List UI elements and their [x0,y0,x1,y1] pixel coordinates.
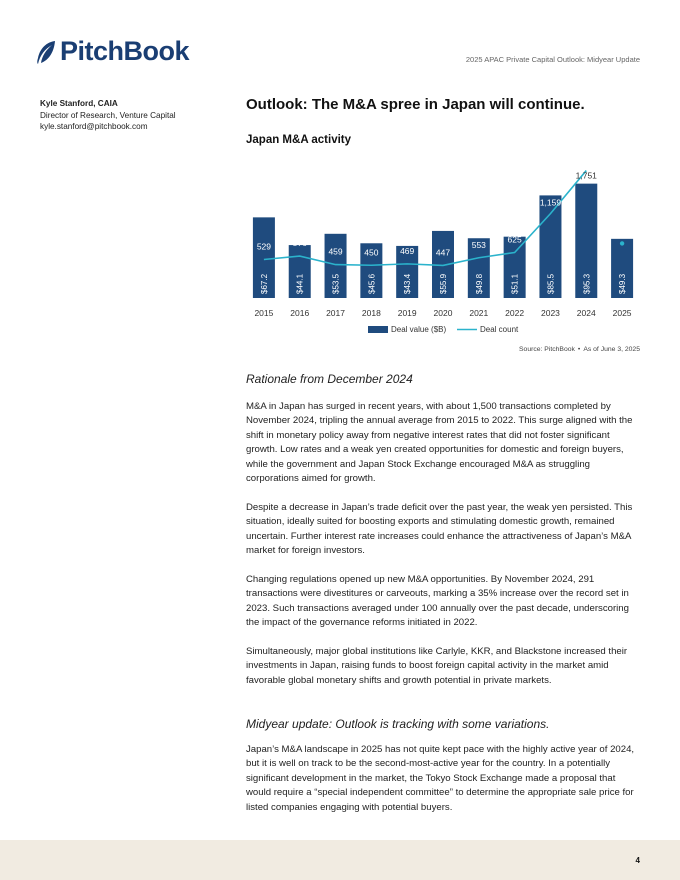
count-label-2015: 529 [256,241,272,252]
pitchbook-logo [35,36,189,67]
bar-value-label-2024: $95.3 [582,273,592,294]
author-title: Director of Research, Venture Capital [40,110,176,120]
bar-value-label-2017: $53.5 [331,273,341,294]
legend-swatch-deal-value [368,326,388,333]
paragraph-4: Simultaneously, major global institutions like Carlyle, KKR, and Blackstone increased their investments in Japan, raising funds to boost foreign capital activity in the market amid favorable global monetary shifts and growth potential in private markets. [246,646,628,686]
x-tick-2024: 2024 [576,308,596,318]
count-label-2020: 447 [435,247,451,258]
bar-value-label-2023: $85.5 [546,273,556,294]
bar-value-label-2020: $55.9 [439,273,448,294]
x-tick-2015: 2015 [254,308,274,318]
paragraph-1: M&A in Japan has surged in recent years, with about 1,500 transactions completed by November 2024, tripling the annual average from 2015 to 2022. This surge aligned with the shift in monetary policy away from negative interest rates that did not foster significant growth. Low rates and a weak yen created opportunities for domestic and foreign buyers, while the government and Japan Stock Exchange encouraged M&A as struggling corporations aimed for growth. [246,401,633,485]
x-tick-2023: 2023 [540,308,560,318]
count-label-2019: 469 [400,245,415,256]
count-label-2025: 750 [614,225,630,236]
bar-value-label-2016: $44.1 [295,273,305,294]
bar-value-label-2025: $49.3 [618,273,628,294]
chart-source [519,346,640,353]
source-separator: • [577,346,581,353]
paragraph-2: Despite a decrease in Japan’s trade deficit over the past year, the weak yen persisted. This situation, ideally suited for boosting exports and stimulating domestic growth, remained uncertain. Further interest rate increases could enhance the attractiveness of Japan’s M&A market for foreign investors. [246,502,633,557]
paragraph-3: Changing regulations opened up new M&A opportunities. By November 2024, 291 transactions were divestitures or carveouts, marking a 35% increase over the record set in 2023. Such transactions averaged under 100 annually over the past decade, underscoring the impact of the governance reforms initiated in 2022. [246,574,629,629]
x-tick-2017: 2017 [326,308,346,318]
x-tick-2018: 2018 [361,308,381,318]
count-label-2021: 553 [471,239,486,250]
x-tick-2020: 2020 [433,308,453,318]
x-tick-2021: 2021 [469,308,489,318]
count-label-2022: 625 [507,234,522,245]
count-label-2016: 576 [292,238,307,249]
rationale-heading: Rationale from December 2024 [246,372,413,386]
author-block [40,98,176,133]
count-label-2024: 1,751 [575,170,597,181]
x-tick-2022: 2022 [505,308,525,318]
count-label-2018: 450 [364,247,379,258]
x-tick-2016: 2016 [290,308,310,318]
page-headline: Outlook: The M&A spree in Japan will continue. [246,96,585,113]
footer-band [0,840,680,880]
japan-ma-activity-chart [240,150,645,342]
page-number: 4 [635,856,640,865]
source-date: As of June 3, 2025 [583,346,640,353]
paragraph-5: Japan’s M&A landscape in 2025 has not quite kept pace with the highly active year of 2024, but it is well on track to be the second-most-active year for the country. In a potentially significant development in the market, the Tokyo Stock Exchange made a proposal that would require a “special independent committee” to determine the appropriate sale price for listed companies engaging with potential buyers. [246,744,635,813]
bar-value-label-2022: $51.1 [510,273,520,294]
legend-label-deal-count: Deal count [480,325,519,334]
deal-count-line [264,171,586,266]
x-tick-2019: 2019 [397,308,417,318]
count-label-2023: 1,159 [539,197,562,208]
source-text: Source: PitchBook [519,346,575,353]
bar-value-label-2015: $67.2 [259,273,269,294]
bar-value-label-2021: $49.8 [474,273,484,294]
logo-text: PitchBook [60,36,190,66]
chart-title: Japan M&A activity [246,134,352,146]
legend-label-deal-value: Deal value ($B) [391,325,447,334]
midyear-heading: Midyear update: Outlook is tracking with some variations. [246,717,550,731]
author-email[interactable]: kyle.stanford@pitchbook.com [40,122,148,131]
bar-value-label-2019: $43.4 [403,273,413,294]
bar-value-label-2018: $45.6 [367,273,377,294]
count-label-2017: 459 [328,246,343,257]
deal-count-point-2025 [620,241,624,245]
pitchbook-leaf-icon [35,39,57,65]
author-name: Kyle Stanford, CAIA [40,99,118,108]
document-title: 2025 APAC Private Capital Outlook: Midyear Update [465,55,640,64]
x-tick-2025: 2025 [612,308,632,318]
